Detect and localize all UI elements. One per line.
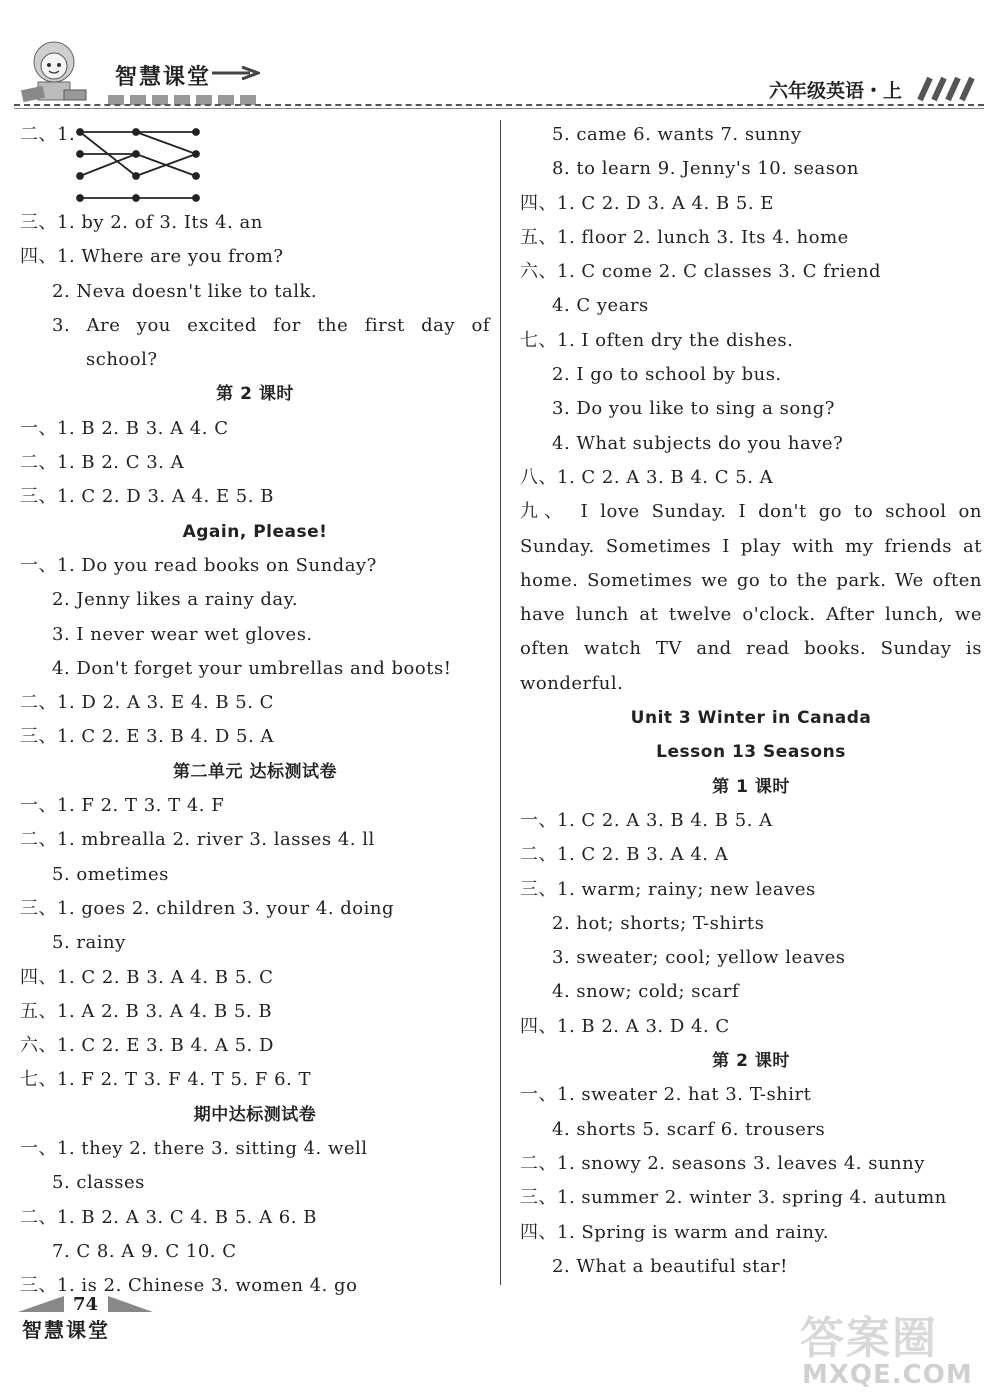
- left-answer-line: 七、1. F 2. T 3. F 4. T 5. F 6. T: [20, 1069, 311, 1091]
- right-answer-line: Sunday. Sometimes I play with my friends at: [520, 535, 982, 557]
- watermark-top-text: 答案圈: [800, 1313, 938, 1364]
- right-answer-line: 二、1. C 2. B 3. A 4. A: [520, 844, 729, 866]
- right-answer-line: 2. What a beautiful star!: [552, 1255, 788, 1277]
- left-answer-line: 3. Are you excited for the first day of: [52, 314, 490, 336]
- header-stripes-decoration: [910, 76, 978, 102]
- left-answer-line: 二、1. D 2. A 3. E 4. B 5. C: [20, 692, 274, 714]
- left-answer-line: 第 2 课时: [216, 384, 294, 405]
- mascot-girl-icon: [18, 40, 88, 106]
- left-answer-line: 一、1. F 2. T 3. T 4. F: [20, 795, 225, 817]
- left-answer-line: 二、1. B 2. C 3. A: [20, 452, 185, 474]
- right-answer-line: 3. Do you like to sing a song?: [552, 398, 835, 420]
- right-answer-line: 四、1. B 2. A 3. D 4. C: [520, 1015, 730, 1037]
- matching-lines-diagram: [72, 122, 202, 204]
- left-answer-line: 三、1. by 2. of 3. Its 4. an: [20, 212, 263, 233]
- column-divider: [500, 120, 501, 1285]
- right-answer-line: 第 1 课时: [712, 776, 790, 797]
- right-answer-line: have lunch at twelve o'clock. After lunch, we: [520, 604, 982, 626]
- page-number: 74: [73, 1294, 99, 1315]
- right-answer-line: 3. sweater; cool; yellow leaves: [552, 947, 846, 969]
- right-answer-column: [520, 118, 982, 1284]
- left-answer-line: school?: [86, 349, 158, 371]
- left-answer-line: 第二单元 达标测试卷: [173, 761, 337, 782]
- right-answer-line: often watch TV and read books. Sunday is: [520, 638, 982, 660]
- right-answer-line: home. Sometimes we go to the park. We often: [520, 569, 982, 591]
- left-answer-line: 4. Don't forget your umbrellas and boots!: [52, 657, 452, 679]
- right-answer-line: 4. What subjects do you have?: [552, 432, 844, 454]
- right-answer-line: Lesson 13 Seasons: [656, 742, 846, 763]
- left-answer-line: 三、1. is 2. Chinese 3. women 4. go: [20, 1275, 358, 1297]
- right-answer-line: 四、1. Spring is warm and rainy.: [520, 1221, 829, 1243]
- header-dot-bar: [108, 90, 262, 109]
- left-answer-line: 3. I never wear wet gloves.: [52, 623, 313, 645]
- right-answer-line: 四、1. C 2. D 3. A 4. B 5. E: [520, 192, 774, 214]
- left-answer-line: 四、1. C 2. B 3. A 4. B 5. C: [20, 966, 274, 988]
- right-answer-line: 5. came 6. wants 7. sunny: [552, 124, 802, 145]
- right-answer-line: 第 2 课时: [712, 1051, 790, 1072]
- header-subject-title: 六年级英语・上: [768, 80, 902, 102]
- right-answer-line: 4. snow; cold; scarf: [552, 981, 740, 1003]
- right-answer-line: 九、 I love Sunday. I don't go to school on: [520, 501, 982, 523]
- left-answer-line: 一、1. Do you read books on Sunday?: [20, 554, 377, 576]
- right-answer-line: 三、1. summer 2. winter 3. spring 4. autumn: [520, 1187, 947, 1209]
- right-answer-line: 4. shorts 5. scarf 6. trousers: [552, 1118, 826, 1140]
- arrow-icon: [212, 66, 260, 80]
- left-answer-line: 三、1. goes 2. children 3. your 4. doing: [20, 897, 394, 919]
- right-answer-line: 七、1. I often dry the dishes.: [520, 329, 794, 351]
- left-answer-line: 二、1.: [20, 124, 76, 145]
- right-answer-line: 一、1. C 2. A 3. B 4. B 5. A: [520, 809, 773, 831]
- right-answer-line: wonderful.: [520, 672, 624, 694]
- left-answer-line: 三、1. C 2. D 3. A 4. E 5. B: [20, 486, 274, 508]
- left-answer-line: Again, Please!: [182, 521, 328, 542]
- left-answer-line: 5. classes: [52, 1172, 145, 1194]
- left-answer-line: 5. rainy: [52, 932, 126, 954]
- left-answer-line: 五、1. A 2. B 3. A 4. B 5. B: [20, 1000, 273, 1022]
- left-answer-line: 一、1. B 2. B 3. A 4. C: [20, 417, 229, 439]
- right-answer-line: 三、1. warm; rainy; new leaves: [520, 878, 816, 900]
- left-answer-line: 六、1. C 2. E 3. B 4. A 5. D: [20, 1035, 274, 1057]
- page-header: [0, 0, 1000, 112]
- right-answer-line: 八、1. C 2. A 3. B 4. C 5. A: [520, 466, 774, 488]
- right-answer-line: 二、1. snowy 2. seasons 3. leaves 4. sunny: [520, 1152, 925, 1174]
- right-answer-line: 4. C years: [552, 295, 649, 317]
- left-answer-line: 7. C 8. A 9. C 10. C: [52, 1240, 237, 1262]
- left-answer-line: 二、1. mbrealla 2. river 3. lasses 4. ll: [20, 829, 375, 851]
- left-answer-column: [20, 118, 490, 1304]
- left-answer-line: 2. Neva doesn't like to talk.: [52, 280, 318, 302]
- header-dashed-rule: [14, 104, 984, 106]
- left-answer-line: 二、1. B 2. A 3. C 4. B 5. A 6. B: [20, 1206, 317, 1228]
- right-answer-line: 8. to learn 9. Jenny's 10. season: [552, 158, 859, 180]
- right-answer-line: 六、1. C come 2. C classes 3. C friend: [520, 261, 881, 283]
- right-answer-line: Unit 3 Winter in Canada: [630, 708, 872, 729]
- footer-brand: 智慧课堂: [22, 1318, 110, 1342]
- left-answer-line: 一、1. they 2. there 3. sitting 4. well: [20, 1138, 368, 1160]
- watermark-logo: [800, 1302, 980, 1394]
- header-brand: 智慧课堂: [115, 65, 212, 90]
- left-answer-line: 期中达标测试卷: [193, 1104, 317, 1125]
- watermark-bottom-text: MXQE.COM: [802, 1360, 973, 1390]
- right-answer-line: 2. hot; shorts; T-shirts: [552, 912, 765, 934]
- right-answer-line: 五、1. floor 2. lunch 3. Its 4. home: [520, 226, 849, 248]
- left-answer-line: 三、1. C 2. E 3. B 4. D 5. A: [20, 726, 274, 748]
- left-answer-line: 四、1. Where are you from?: [20, 246, 284, 268]
- left-answer-line: 2. Jenny likes a rainy day.: [52, 589, 299, 611]
- right-answer-line: 一、1. sweater 2. hat 3. T-shirt: [520, 1084, 812, 1106]
- header-rule: [14, 108, 984, 109]
- left-answer-line: 5. ometimes: [52, 863, 169, 885]
- right-answer-line: 2. I go to school by bus.: [552, 364, 782, 386]
